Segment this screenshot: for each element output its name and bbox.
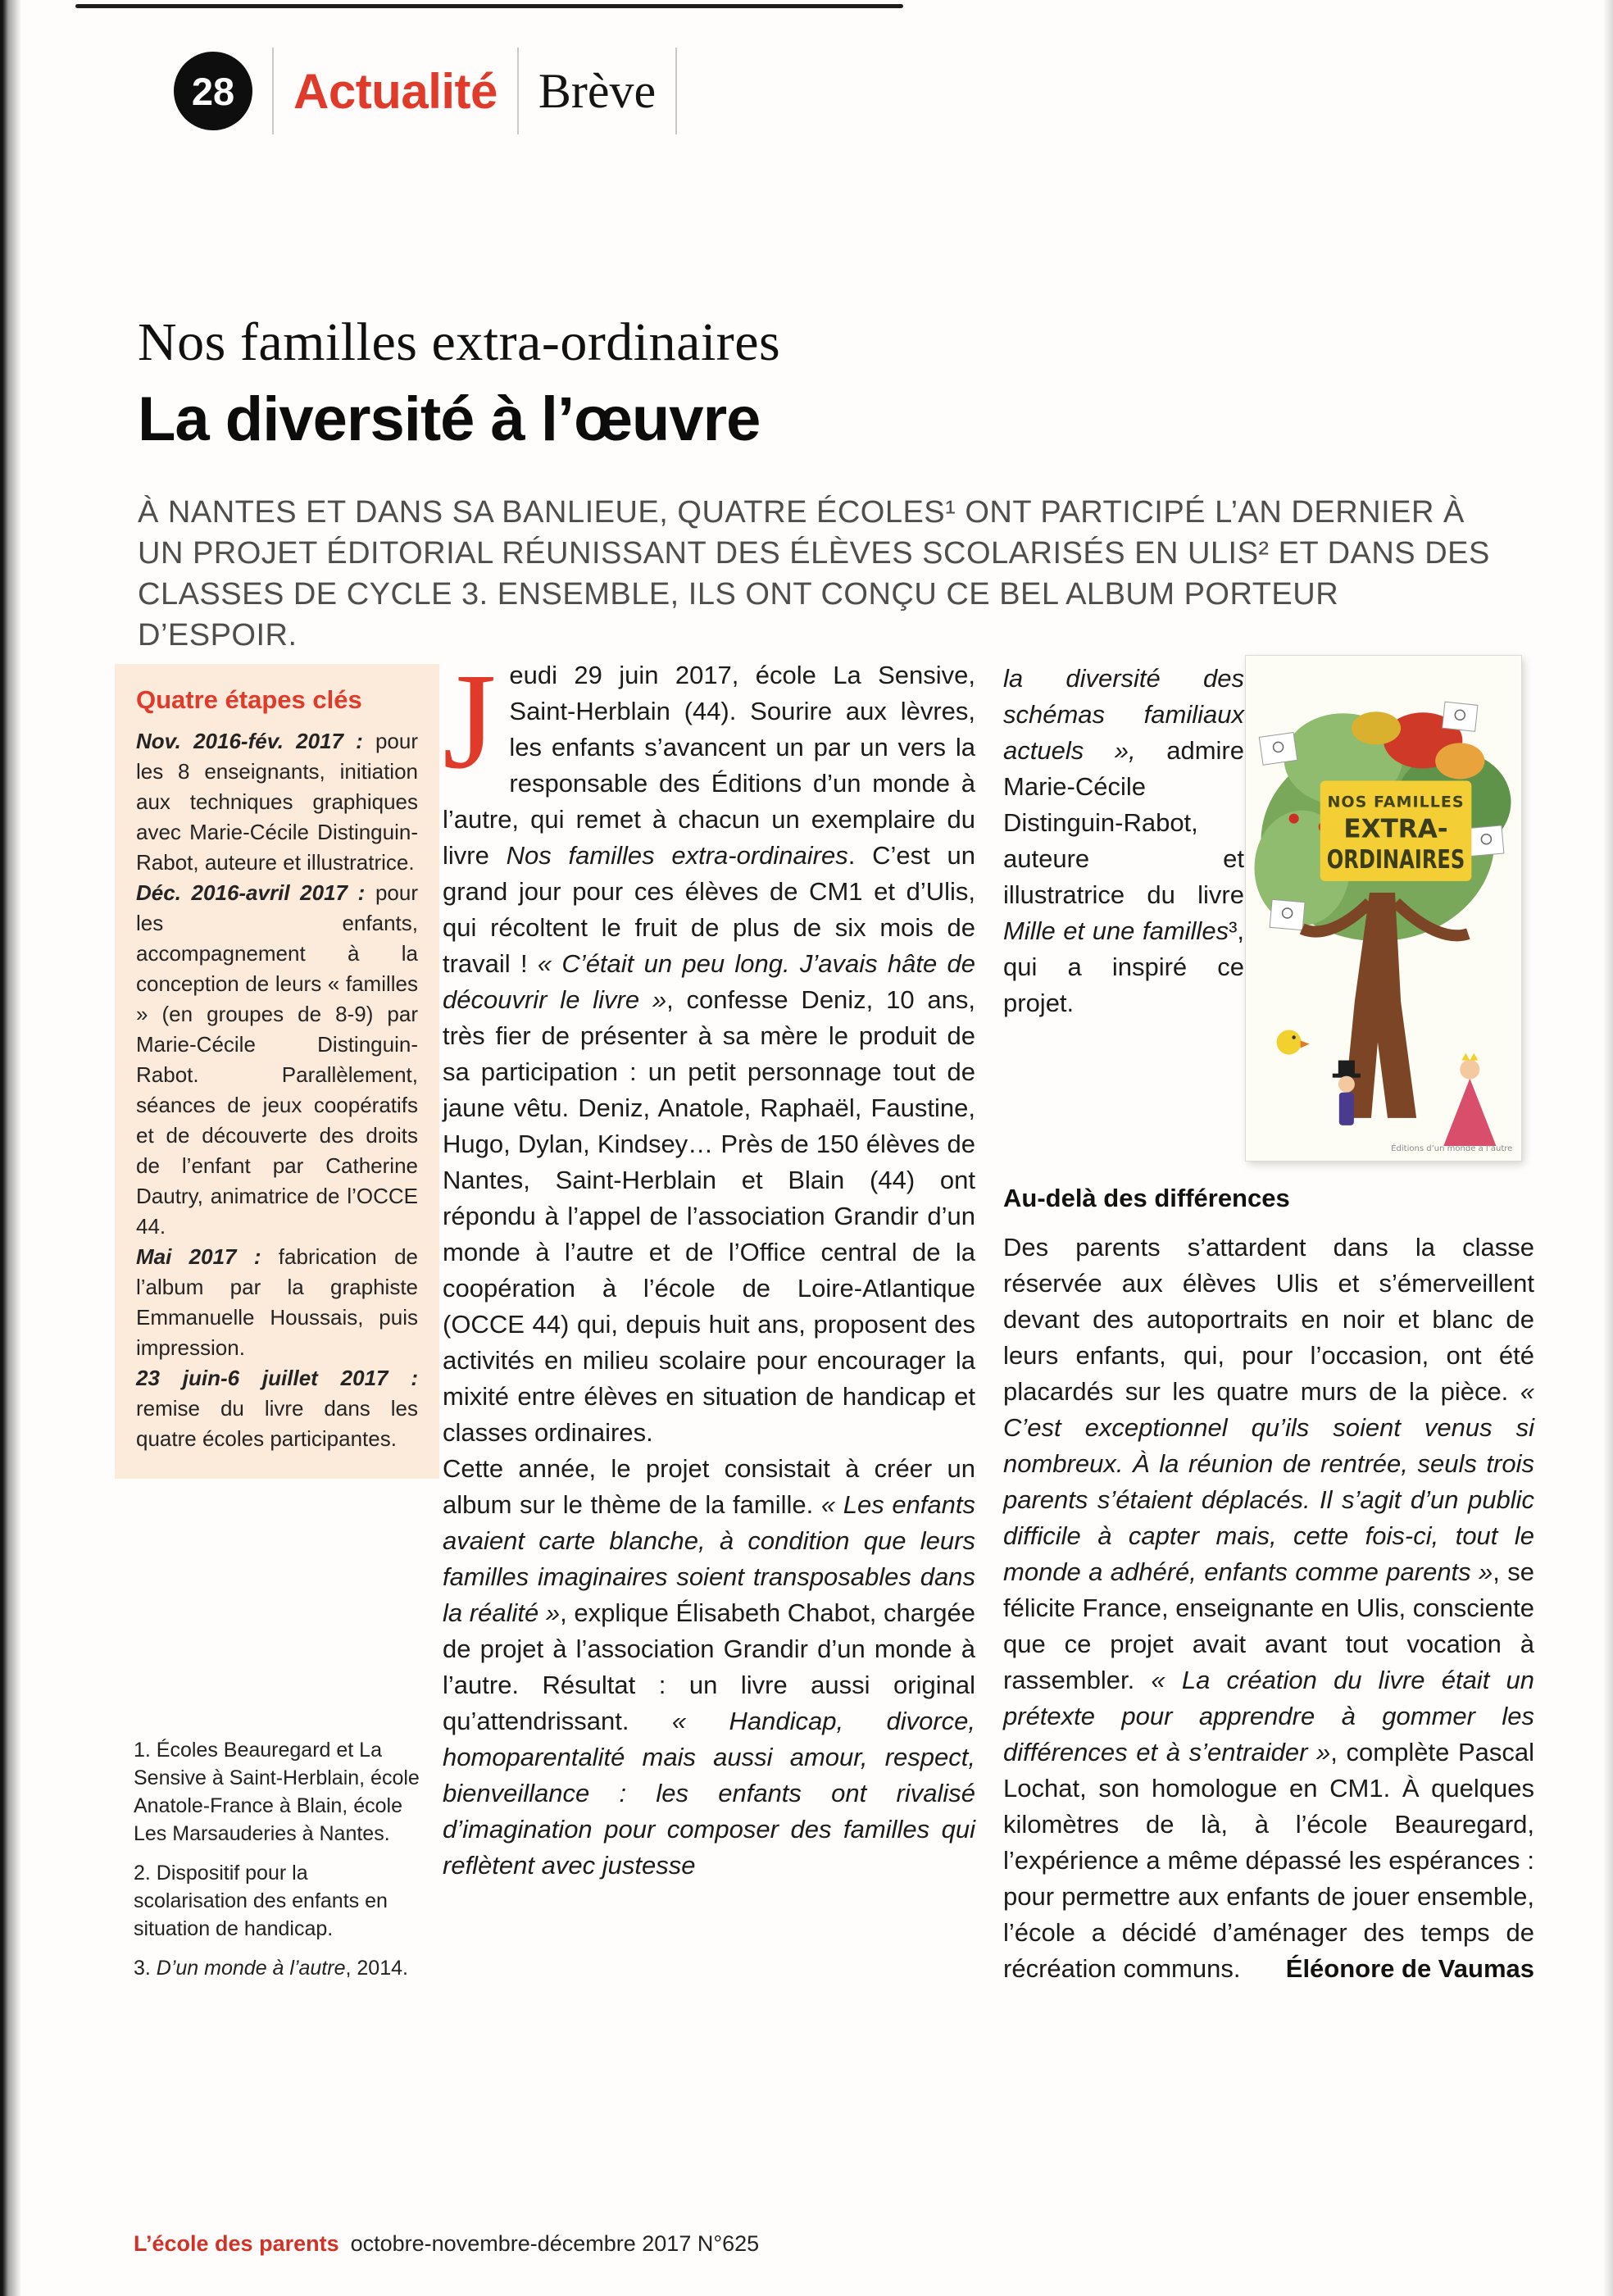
sidebar-step: Déc. 2016-avril 2017 : pour les enfants, accompagnement à la conception de leurs « familles » (en groupes de 8-9) par Marie-Cécile Distinguin-Rabot. Parallèlement, séances de jeux coopératifs et de découverte des droits de l’enfant par Catherine Dautry, animatrice de l’OCCE 44.	[136, 880, 418, 1239]
cover-title-panel	[1320, 780, 1472, 880]
footnote: 1. Écoles Beauregard et La Sensive à Saint-Herblain, école Anatole-France à Blain, école Les Marsauderies à Nantes.	[134, 1739, 420, 1845]
scan-edge-left	[0, 0, 21, 2296]
cover-publisher: Éditions d’un monde à l’autre	[1391, 1143, 1513, 1153]
article-paragraph: la diversité des schémas familiaux actuels », admire Marie-Cécile Distinguin-Rabot, auteure et illustratrice du livre Mille et une familles³, qui a inspiré ce projet.	[1003, 664, 1244, 1017]
article-paragraph	[443, 645, 976, 1451]
cover-title-small: NOS FAMILLES	[1327, 793, 1465, 812]
article-paragraph: Cette année, le projet consistait à créer un album sur le thème de la famille. « Les enfants avaient carte blanche, à condition que leurs familles imaginaires soient transposables dans la réalité », explique Élisabeth Chabot, chargée de projet à l’association Grandir d’un monde à l’autre. Résultat : un livre aussi original qu’attendrissant. « Handicap, divorce, homoparentalité mais aussi amour, respect, bienveillance : les enfants ont rivalisé d’imagination pour composer des familles qui reflètent avec justesse	[443, 1454, 976, 1880]
cover-title-line1: EXTRA-	[1343, 814, 1448, 844]
issue-info: octobre-novembre-décembre 2017 N°625	[350, 2231, 760, 2256]
header-divider	[517, 48, 519, 134]
footnote: 3. D’un monde à l’autre, 2014.	[134, 1957, 408, 1980]
article-paragraph-text: eudi 29 juin 2017, école La Sensive, Saint-Herblain (44). Sourire aux lèvres, les enfants s’avancent un par un vers la responsable des Éditions d’un monde à l’autre, qui remet à chacun un exemplaire du livre Nos familles extra-ordinaires. C’est un grand jour pour ces élèves de CM1 et d’Ulis, qui récoltent le fruit de plus de six mois de travail ! « C’était un peu long. J’avais hâte de découvrir le livre », confesse Deniz, 10 ans, très fier de présenter à sa mère le produit de sa participation : un petit personnage tout de jaune vêtu. Deniz, Anatole, Raphaël, Faustine, Hugo, Dylan, Kindsey… Près de 150 élèves de Nantes, Saint-Herblain et Blain (44) ont répondu à l’appel de l’association Grandir d’un monde à l’autre et de l’Office central de la coopération à l’école de Loire-Atlantique (OCCE 44) qui, depuis huit ans, proposent des activités en milieu scolaire pour encourager la mixité entre élèves en situation de handicap et classes ordinaires.	[443, 661, 976, 1447]
footnotes	[134, 1736, 420, 1994]
article-column-right-narrow	[1003, 661, 1244, 1021]
section-label: Actualité	[293, 63, 498, 119]
sidebar-key-steps-box	[115, 664, 439, 1479]
article-kicker-title: Nos familles extra-ordinaires	[138, 312, 781, 372]
subsection-label: Brève	[538, 63, 657, 118]
cover-title-line2: ORDINAIRES	[1326, 844, 1465, 875]
sidebar-step: Mai 2017 : fabrication de l’album par la graphiste Emmanuelle Houssais, puis impression.	[136, 1244, 418, 1360]
book-cover-illustration	[1246, 656, 1521, 1161]
article-column-middle	[443, 645, 976, 1884]
header-divider	[272, 48, 274, 134]
sidebar-title: Quatre étapes clés	[136, 685, 362, 714]
scan-edge-top	[75, 4, 903, 8]
magazine-name: L’école des parents	[134, 2231, 339, 2256]
page-footer	[134, 2231, 759, 2257]
article-paragraph	[1003, 1230, 1534, 1987]
article-paragraph-text: Des parents s’attardent dans la classe réservée aux élèves Ulis et s’émerveillent devant des autoportraits en noir et blanc de leurs enfants, qui, pour l’occasion, ont été placardés sur les quatre murs de la pièce. « C’est exceptionnel qu’ils soient venus si nombreux. À la réunion de rentrée, seuls trois parents s’étaient déplacés. Il s’agit d’un public difficile à capter mais, cette fois-ci, tout le monde a adhéré, enfants comme parents », se félicite France, enseignante en Ulis, consciente que ce projet avait avant tout vocation à rassembler. « La création du livre était un prétexte pour apprendre à gommer les différences et à s’entraider », complète Pascal Lochat, son homologue en CM1. À quelques kilomètres de là, à l’école Beauregard, l’expérience a même dépassé les espérances : pour permettre aux enfants de jouer ensemble, l’école a décidé d’aménager des temps de récréation communs.	[1003, 1233, 1535, 1983]
sidebar-step: 23 juin-6 juillet 2017 : remise du livre dans les quatre écoles participantes.	[136, 1366, 418, 1451]
page-header	[174, 48, 677, 134]
footnote: 2. Dispositif pour la scolarisation des enfants en situation de handicap.	[134, 1862, 388, 1940]
article-subhead: Au-delà des différences	[1003, 1184, 1290, 1212]
article-byline: Éléonore de Vaumas	[1285, 1954, 1534, 1983]
drop-cap: J	[443, 645, 497, 798]
article-column-right	[1003, 1230, 1534, 1987]
scan-edge-right	[1603, 0, 1613, 2296]
article-main-title: La diversité à l’œuvre	[138, 384, 761, 454]
page-number: 28	[191, 69, 235, 113]
page-number-badge	[174, 52, 252, 130]
article-standfirst: À NANTES ET DANS SA BANLIEUE, QUATRE ÉCOLES¹ ONT PARTICIPÉ L’AN DERNIER À UN PROJET ÉDITORIAL RÉUNISSANT DES ÉLÈVES SCOLARISÉS EN ULIS² ET DANS DES CLASSES DE CYCLE 3. ENSEMBLE, ILS ONT CONÇU CE BEL ALBUM PORTEUR D’ESPOIR.	[138, 495, 1490, 652]
sidebar-step: Nov. 2016-fév. 2017 : pour les 8 enseignants, initiation aux techniques graphiques avec Marie-Cécile Distinguin-Rabot, auteure et illustratrice.	[136, 729, 418, 875]
header-divider	[675, 48, 677, 134]
book-cover-image	[1246, 656, 1521, 1161]
